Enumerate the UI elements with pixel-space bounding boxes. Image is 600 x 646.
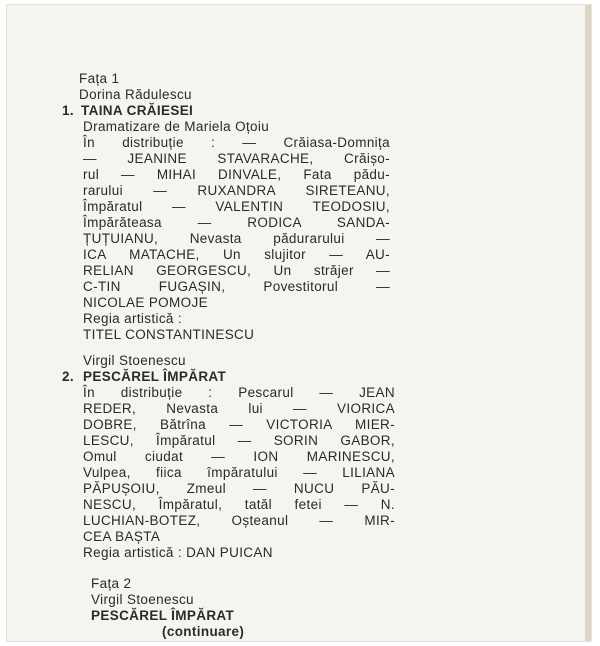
item2-director: Regia artistică : DAN PUICAN: [83, 545, 273, 560]
side2-label: Fața 2: [91, 576, 132, 591]
item1-number: 1.: [62, 103, 74, 118]
item1-line: Dramatizare de Mariela Oțoiu: [83, 119, 270, 134]
side1-label: Fața 1: [79, 71, 120, 86]
side2-subtitle: (continuare): [162, 624, 245, 639]
item2-line: PĂPUȘOIU, Zmeul — NUCU PĂU-: [83, 481, 395, 496]
side2-author: Virgil Stoenescu: [91, 592, 194, 607]
item1-line: C-TIN FUGAȘIN, Povestitorul —: [83, 279, 390, 294]
item1-line: Împărăteasa — RODICA SANDA-: [83, 215, 390, 230]
item1-title: TAINA CRĂIESEI: [81, 103, 194, 118]
item2-author: Virgil Stoenescu: [83, 353, 186, 368]
item1-director: TITEL CONSTANTINESCU: [83, 327, 255, 342]
item2-line: NESCU, Împăratul, tatăl fetei — N.: [83, 497, 395, 512]
item1-line: rarului — RUXANDRA SIRETEANU,: [83, 183, 390, 198]
item2-line: Omul ciudat — ION MARINESCU,: [83, 449, 395, 464]
side2-title: PESCĂREL ÎMPĂRAT: [91, 608, 235, 623]
item1-line: rul — MIHAI DINVALE, Fata pădu-: [83, 167, 390, 182]
item1-line: NICOLAE POMOJE: [83, 295, 208, 310]
item2-line: LESCU, Împăratul — SORIN GABOR,: [83, 433, 395, 448]
item1-line: În distribuție : — Crăiasa-Domnița: [83, 135, 390, 150]
item2-line: Vulpea, fiica împăratului — LILIANA: [83, 465, 395, 480]
item2-number: 2.: [62, 369, 74, 384]
item2-line: În distribuție : Pescarul — JEAN: [83, 385, 395, 400]
item1-line: ȚUȚUIANU, Nevasta pădurarului —: [83, 231, 390, 246]
item2-line: LUCHIAN-BOTEZ, Oșteanul — MIR-: [83, 513, 395, 528]
item1-line: RELIAN GEORGESCU, Un străjer —: [83, 263, 390, 278]
item2-title: PESCĂREL ÎMPĂRAT: [83, 369, 227, 384]
credits-text: [7, 5, 591, 641]
item2-line: DOBRE, Bătrîna — VICTORIA MIER-: [83, 417, 395, 432]
item1-line: ICA MATACHE, Un slujitor — AU-: [83, 247, 390, 262]
booklet-page: [6, 4, 592, 642]
side1-author: Dorina Rădulescu: [79, 87, 192, 102]
item2-line: CEA BAȘTA: [83, 529, 161, 544]
item2-line: REDER, Nevasta lui — VIORICA: [83, 401, 395, 416]
item1-director-label: Regia artistică :: [83, 311, 182, 326]
item1-line: — JEANINE STAVARACHE, Crăișo-: [83, 151, 390, 166]
item1-line: Împăratul — VALENTIN TEODOSIU,: [83, 199, 390, 214]
